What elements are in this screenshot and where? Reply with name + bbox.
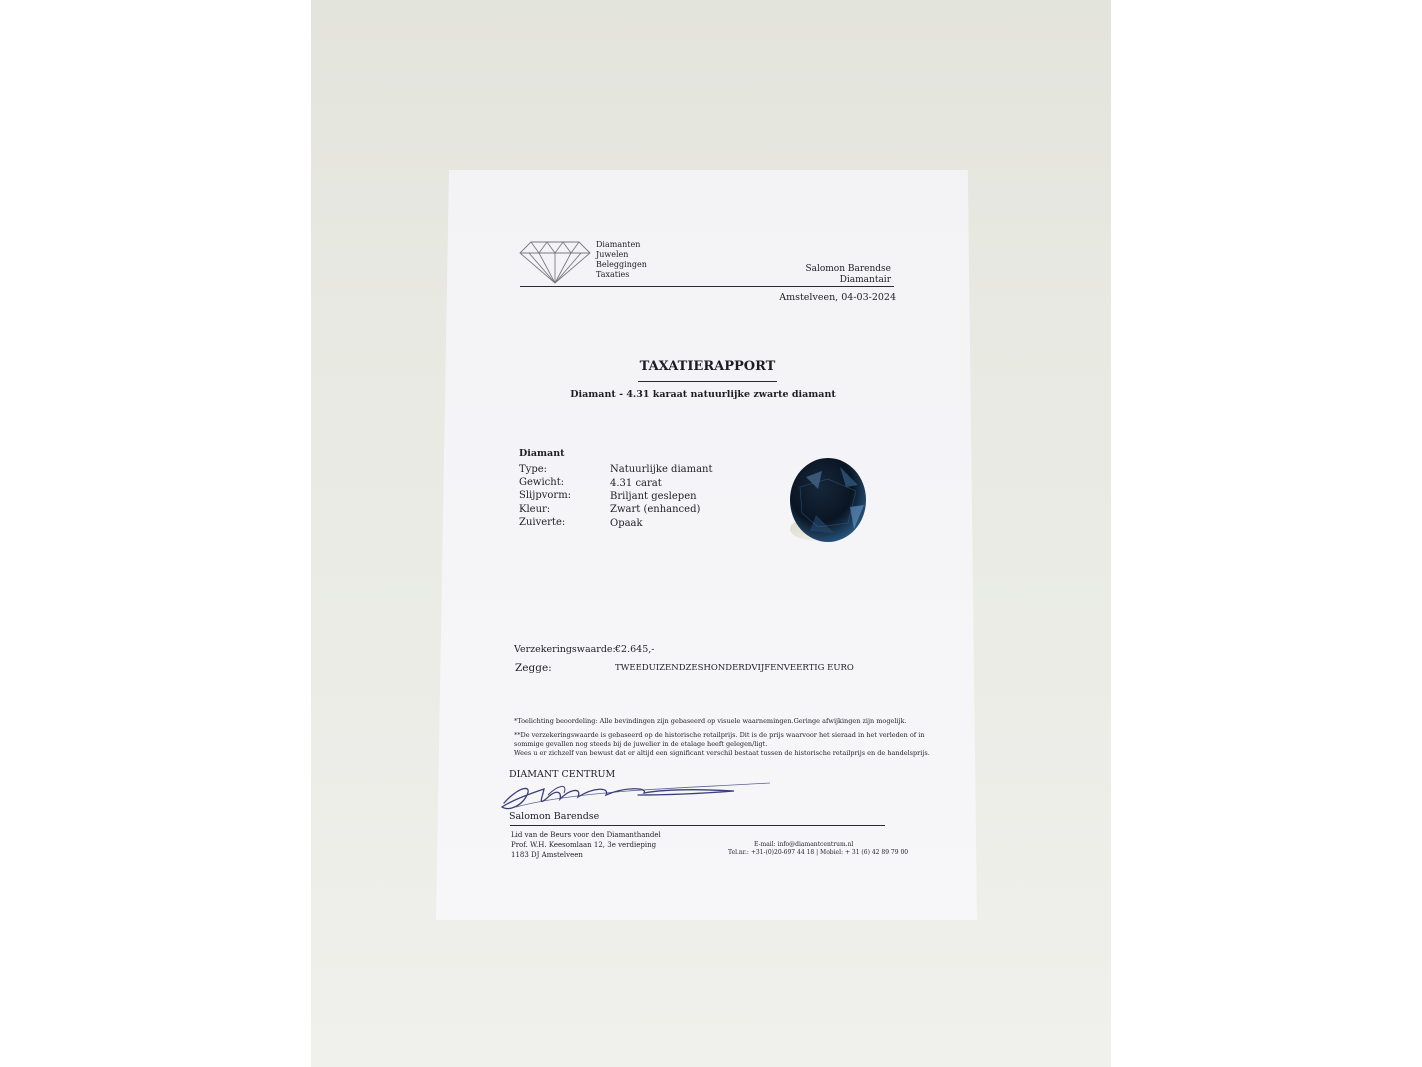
- spec-label-type: Type:: [519, 464, 548, 475]
- note-insurance-3: Wees u er zichzelf van bewust dat er altijd een significant verschil bestaat tussen de historische retailprijs en de handelsprijs.: [514, 749, 930, 757]
- company-name: DIAMANT CENTRUM: [509, 769, 616, 780]
- note-insurance-1: **De verzekeringswaarde is gebaseerd op de historische retailprijs. Dit is de prijs waarvoor het sieraad in het verleden of in: [514, 731, 925, 739]
- report-subtitle: Diamant - 4.31 karaat natuurlijke zwarte diamant: [570, 389, 836, 400]
- gem-photo: [788, 457, 868, 547]
- title-underline: [638, 381, 777, 382]
- appraiser-role: Diamantair: [839, 275, 891, 285]
- signature-image: [498, 777, 773, 813]
- logo-service-diamanten: Diamanten: [596, 240, 641, 249]
- footer-postcode: 1183 DJ Amstelveen: [511, 851, 583, 859]
- footer-membership: Lid van de Beurs voor den Diamanthandel: [511, 831, 661, 839]
- spec-value-type: Natuurlijke diamant: [610, 464, 713, 475]
- specs-heading: Diamant: [519, 448, 565, 459]
- logo-service-taxaties: Taxaties: [596, 270, 630, 279]
- insurance-value: €2.645,-: [615, 644, 655, 655]
- logo-service-beleggingen: Beleggingen: [596, 260, 647, 269]
- footer-phone: Tel.nr.: +31-(0)20-697 44 18 | Mobiel: + 31 (6) 42 89 79 00: [728, 849, 909, 856]
- spec-label-cut: Slijpvorm:: [519, 490, 572, 501]
- appraiser-name: Salomon Barendse: [805, 264, 891, 274]
- spec-value-clarity: Opaak: [610, 518, 643, 529]
- note-assessment: *Toelichting beoordeling: Alle bevindingen zijn gebaseerd op visuele waarnemingen.Geringe afwijkingen zijn mogelijk.: [514, 717, 907, 725]
- value-in-words: TWEEDUIZENDZESHONDERDVIJFENVEERTIG EURO: [615, 663, 854, 673]
- letterhead-rule: [520, 286, 894, 287]
- place-date: Amstelveen, 04-03-2024: [779, 292, 896, 303]
- insurance-value-label: Verzekeringswaarde:: [514, 644, 616, 655]
- report-title: TAXATIERAPPORT: [639, 359, 776, 374]
- spec-label-clarity: Zuiverte:: [519, 517, 566, 528]
- value-in-words-label: Zegge:: [515, 662, 552, 674]
- spec-label-weight: Gewicht:: [519, 477, 565, 488]
- signer-name: Salomon Barendse: [509, 811, 600, 822]
- spec-value-color: Zwart (enhanced): [610, 504, 701, 515]
- footer-email: E-mail: info@diamantcentrum.nl: [754, 841, 854, 848]
- spec-value-cut: Briljant geslepen: [610, 491, 697, 502]
- spec-label-color: Kleur:: [519, 504, 551, 515]
- footer-address: Prof. W.H. Keesomlaan 12, 3e verdieping: [511, 841, 657, 849]
- spec-value-weight: 4.31 carat: [610, 478, 662, 489]
- diamond-logo-icon: [519, 238, 591, 284]
- note-insurance-2: sommige gevallen nog steeds bij de juwelier in de etalage heeft gelegen/ligt.: [514, 740, 768, 748]
- logo-service-juwelen: Juwelen: [596, 250, 629, 259]
- footer-rule: [510, 825, 885, 826]
